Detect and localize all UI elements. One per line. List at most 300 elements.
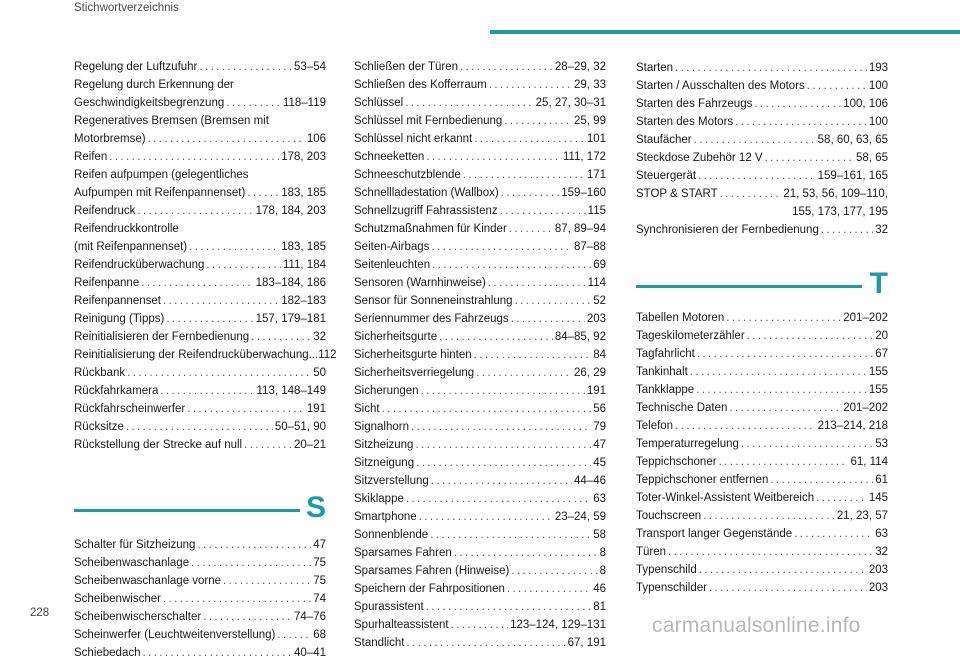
index-entry: [74, 148, 326, 166]
index-term: Steckdose Zubehör 12 V: [636, 152, 763, 164]
index-leader-dots: [694, 131, 816, 149]
index-term: Steuergerät: [636, 170, 697, 182]
index-term: Telefon: [636, 420, 674, 432]
index-term: Starten des Fahrzeugs: [636, 98, 753, 110]
index-term: Tageskilometerzähler: [636, 330, 745, 342]
index-term: Türen: [636, 546, 667, 558]
index-term: Starten / Ausschalten des Motors: [636, 80, 805, 92]
index-term: Sicherungen: [354, 385, 419, 397]
index-page-refs: 50: [313, 367, 326, 379]
index-entry: [74, 220, 326, 256]
index-page-refs: 111, 172: [562, 151, 606, 163]
index-page-refs: 157, 179–181: [255, 313, 326, 325]
index-page-refs: 213–214, 218: [817, 420, 888, 432]
index-entry: [354, 508, 606, 526]
index-entry: [74, 112, 326, 148]
index-term: Reinitialisieren der Fernbedienung: [74, 331, 250, 343]
index-page-refs: 203: [868, 582, 888, 594]
index-term: Regelung durch Erkennung der: [74, 79, 234, 91]
index-entry: [636, 435, 888, 453]
index-leader-dots: [501, 184, 560, 202]
index-leader-dots: [137, 202, 253, 220]
index-term: Rücksitze: [74, 421, 124, 433]
index-entry: [354, 562, 606, 580]
index-entry: [636, 543, 888, 561]
index-page-refs: 201–202: [843, 402, 888, 414]
index-leader-dots: [675, 59, 867, 77]
index-entry: [636, 59, 888, 77]
index-term: Tankklappe: [636, 384, 695, 396]
index-term: Tankinhalt: [636, 366, 688, 378]
index-list-r: [74, 58, 337, 454]
index-term: Rückfahrscheinwerfer: [74, 403, 186, 415]
index-entry: [636, 453, 888, 471]
index-term: Signalhorn: [354, 421, 409, 433]
index-leader-dots: [406, 490, 591, 508]
index-page-refs: 171: [586, 169, 606, 181]
index-leader-dots: [816, 489, 867, 507]
index-page-refs: 32: [875, 224, 888, 236]
index-entry: [636, 471, 888, 489]
index-term: Scheibenwischer: [74, 593, 161, 605]
index-term: STOP & START: [636, 188, 718, 200]
index-term: Aufpumpen mit Reifenpannenset): [74, 187, 246, 199]
index-term: Scheinwerfer (Leuchtweitenverstellung): [74, 629, 276, 641]
index-page-refs: 84–85, 92: [554, 331, 606, 343]
index-page-refs: 100, 106: [843, 98, 888, 110]
index-entry: [354, 472, 606, 490]
index-entry: [354, 292, 606, 310]
index-page-refs: 155: [868, 366, 888, 378]
index-entry: [354, 346, 606, 364]
index-page-refs: 191: [586, 385, 606, 397]
index-term: Sensoren (Warnhinweise): [354, 277, 486, 289]
index-term: Schlüssel: [354, 97, 404, 109]
index-page-refs: 203: [868, 564, 888, 576]
index-column-1: [74, 58, 337, 662]
index-leader-dots: [668, 543, 873, 561]
index-page-refs: 56: [593, 403, 606, 415]
index-entry: [74, 400, 326, 418]
index-term: Regeneratives Bremsen (Bremsen mit: [74, 115, 269, 127]
index-leader-dots: [244, 436, 292, 454]
index-leader-dots: [405, 94, 533, 112]
index-term: Reifendrucküberwachung: [74, 259, 205, 271]
index-page-refs: 32: [875, 546, 888, 558]
index-page-refs: 100: [868, 80, 888, 92]
index-term: Spurhalteassistent: [354, 619, 449, 631]
index-term: Speichern der Fahrpositionen: [354, 583, 505, 595]
index-term: Teppichschoner: [636, 456, 717, 468]
index-entry: [354, 580, 606, 598]
index-entry: [354, 220, 606, 238]
index-leader-dots: [426, 148, 561, 166]
index-entry: [354, 310, 606, 328]
index-term: Smartphone: [354, 511, 417, 523]
index-entry: [354, 130, 606, 148]
index-leader-dots: [416, 454, 591, 472]
index-entry: [636, 399, 888, 417]
index-leader-dots: [382, 400, 592, 418]
header-accent-bar: [490, 30, 960, 34]
index-entry: [74, 76, 326, 112]
index-leader-dots: [148, 130, 305, 148]
index-page-refs: 58, 65: [856, 152, 888, 164]
index-term: Schließen der Türen: [354, 61, 458, 73]
index-entry: [74, 418, 326, 436]
index-leader-dots: [199, 58, 292, 76]
index-leader-dots: [109, 148, 279, 166]
index-leader-dots: [197, 536, 311, 554]
index-leader-dots: [729, 399, 841, 417]
index-leader-dots: [432, 256, 591, 274]
index-page-refs: 8: [599, 565, 606, 577]
index-page-refs: 47: [313, 539, 326, 551]
index-leader-dots: [735, 113, 867, 131]
index-leader-dots: [474, 130, 585, 148]
index-term: Staufächer: [636, 134, 692, 146]
index-page-refs: 21, 23, 57: [836, 510, 888, 522]
index-entry: [636, 507, 888, 525]
index-entry: [636, 309, 888, 327]
index-page-refs: 81: [593, 601, 606, 613]
index-term: Schalter für Sitzheizung: [74, 539, 196, 551]
index-entry: [354, 166, 606, 184]
index-term: Tagfahrlicht: [636, 348, 695, 360]
index-leader-dots: [765, 149, 854, 167]
index-leader-dots: [489, 76, 572, 94]
index-leader-dots: [500, 202, 586, 220]
index-leader-dots: [821, 221, 873, 239]
index-term: Sonnenblende: [354, 529, 429, 541]
index-term: Schneeketten: [354, 151, 425, 163]
index-page-refs: 75: [313, 557, 326, 569]
index-entry: [74, 58, 326, 76]
index-page-refs: 159–161, 165: [817, 170, 888, 182]
index-leader-dots: [754, 95, 841, 113]
index-entry: [354, 526, 606, 544]
index-page-refs: 44–46: [574, 475, 606, 487]
index-leader-dots: [203, 608, 292, 626]
page-header-title: Stichwortverzeichnis: [74, 2, 179, 14]
index-page-refs: 53: [875, 438, 888, 450]
index-term: Temperaturregelung: [636, 438, 739, 450]
index-entry: [74, 536, 326, 554]
index-term: Schnellladestation (Wallbox): [354, 187, 499, 199]
index-term: Sitzheizung: [354, 439, 414, 451]
index-entry: [74, 364, 326, 382]
index-leader-dots: [511, 562, 597, 580]
index-entry: [636, 489, 888, 507]
index-leader-dots: [675, 417, 816, 435]
section-heading-t: [636, 265, 888, 305]
index-entry: [636, 95, 888, 113]
index-entry: [354, 184, 606, 202]
index-entry: [354, 328, 606, 346]
index-page-refs: 193: [868, 62, 888, 74]
index-term: Synchronisieren der Fernbedienung: [636, 224, 819, 236]
index-leader-dots: [160, 382, 254, 400]
index-page-refs: 68: [313, 629, 326, 641]
index-page-refs: 74–76: [294, 611, 326, 623]
index-entry: [74, 202, 326, 220]
index-leader-dots: [451, 616, 508, 634]
index-entry: [354, 148, 606, 166]
index-term: Typenschilder: [636, 582, 707, 594]
index-leader-dots: [187, 400, 305, 418]
index-leader-dots: [189, 238, 279, 256]
index-page-refs: 25, 99: [574, 115, 606, 127]
index-page-refs: 50–51, 90: [274, 421, 326, 433]
index-entry: [74, 328, 326, 346]
index-term: Regelung der Luftzufuhr: [74, 61, 198, 73]
index-entry: [74, 166, 326, 202]
index-page-refs: 58, 60, 63, 65: [817, 134, 888, 146]
index-page-refs: 23–24, 59: [554, 511, 606, 523]
index-term: Schutzmaßnahmen für Kinder: [354, 223, 507, 235]
index-entry: [354, 202, 606, 220]
index-term: Schließen des Kofferraum: [354, 79, 487, 91]
index-term: Sensor für Sonneneinstrahlung: [354, 295, 513, 307]
index-term: Sicht: [354, 403, 380, 415]
index-leader-dots: [515, 292, 592, 310]
index-leader-dots: [191, 554, 311, 572]
index-term: Schiebedach: [74, 647, 141, 659]
index-entry: [74, 310, 326, 328]
index-term: Scheibenwaschanlage: [74, 557, 190, 569]
index-entry: [636, 525, 888, 543]
index-leader-dots: [698, 167, 816, 185]
index-entry: [354, 598, 606, 616]
index-leader-dots: [794, 525, 873, 543]
index-leader-dots: [507, 580, 591, 598]
index-entry: [74, 590, 326, 608]
index-entry: [354, 112, 606, 130]
index-entry: [74, 346, 337, 364]
index-leader-dots: [720, 185, 782, 203]
index-leader-dots: [206, 256, 281, 274]
index-column-3: [636, 59, 888, 597]
index-column-2: [354, 58, 606, 652]
index-entry: [636, 113, 888, 131]
index-leader-dots: [476, 364, 572, 382]
index-term: Schnellzugriff Fahrassistenz: [354, 205, 498, 217]
index-page-refs: 52: [593, 295, 606, 307]
index-entry: [74, 274, 326, 292]
index-entry: [636, 363, 888, 381]
index-leader-dots: [223, 572, 311, 590]
index-page-refs: 28–29, 32: [554, 61, 606, 73]
index-leader-dots: [504, 112, 572, 130]
index-page-refs: 61: [875, 474, 888, 486]
index-page-refs: 79: [593, 421, 606, 433]
index-term: Reinitialisierung der Reifendrucküberwachung: [74, 349, 309, 361]
index-leader-dots: [719, 453, 849, 471]
index-leader-dots: [163, 292, 279, 310]
index-page-refs: 46: [593, 583, 606, 595]
index-leader-dots: [690, 363, 867, 381]
index-leader-dots: [419, 508, 553, 526]
index-entry: [354, 418, 606, 436]
index-leader-dots: [126, 418, 273, 436]
index-term: Starten des Motors: [636, 116, 734, 128]
index-term: Rückfahrkamera: [74, 385, 159, 397]
watermark: carmanualsonline.info: [652, 614, 861, 637]
index-page-refs-continued: 155, 173, 177, 195: [792, 206, 888, 218]
index-page-refs: 201–202: [843, 312, 888, 324]
index-leader-dots: [509, 220, 553, 238]
index-page-refs: 145: [868, 492, 888, 504]
index-term: Seiten-Airbags: [354, 241, 430, 253]
index-term: Sparsames Fahren (Hinweise): [354, 565, 510, 577]
index-leader-dots: [407, 634, 566, 652]
index-leader-dots: [709, 579, 867, 597]
index-term: Reifendruck: [74, 205, 136, 217]
index-page-refs: 113, 148–149: [256, 385, 326, 397]
index-term: Reinigung (Tipps): [74, 313, 165, 325]
index-list-t: [636, 309, 888, 597]
index-leader-dots: [474, 346, 592, 364]
index-entry: [636, 579, 888, 597]
index-page-refs: 53–54: [294, 61, 326, 73]
index-leader-dots: [415, 436, 591, 454]
index-entry: [354, 616, 606, 634]
index-term: Starten: [636, 62, 674, 74]
index-entry: [636, 185, 888, 221]
index-term: Tabellen Motoren: [636, 312, 725, 324]
index-page-refs: 115: [587, 205, 606, 217]
index-leader-dots: [770, 471, 873, 489]
index-leader-dots: [277, 626, 311, 644]
index-page-refs: 74: [313, 593, 326, 605]
index-term: Toter-Winkel-Assistent Weitbereich: [636, 492, 815, 504]
index-entry: [354, 94, 606, 112]
index-term: Reifen: [74, 151, 108, 163]
index-term: Sitzneigung: [354, 457, 415, 469]
index-leader-dots: [747, 327, 874, 345]
index-page-refs: 178, 184, 203: [255, 205, 326, 217]
index-page-refs: 67: [875, 348, 888, 360]
index-leader-dots: [726, 309, 841, 327]
index-entry: [354, 76, 606, 94]
index-page-refs: 183–184, 186: [255, 277, 326, 289]
index-entry: [74, 256, 326, 274]
index-page-refs: 40–41: [294, 647, 326, 659]
index-page-refs: 21, 53, 56, 109–110,: [783, 188, 888, 200]
index-page-refs: 159–160: [561, 187, 606, 199]
index-page-refs: 101: [586, 133, 606, 145]
index-page-refs: 87, 89–94: [554, 223, 606, 235]
index-leader-dots: [141, 274, 253, 292]
index-entry: [636, 345, 888, 363]
index-leader-dots: [511, 310, 585, 328]
index-term: Transport langer Gegenstände: [636, 528, 793, 540]
index-leader-dots: [807, 77, 867, 95]
index-entry: [636, 77, 888, 95]
index-entry: [354, 238, 606, 256]
index-page-refs: 155: [868, 384, 888, 396]
index-entry: [354, 58, 606, 76]
index-leader-dots: [454, 544, 598, 562]
index-term: Reifenpanne: [74, 277, 140, 289]
section-heading-s: [74, 489, 326, 529]
index-leader-dots: [163, 590, 311, 608]
index-term: Schneeschutzblende: [354, 169, 461, 181]
index-entry: [74, 554, 326, 572]
index-entry: [354, 364, 606, 382]
index-term: Typenschild: [636, 564, 697, 576]
index-term: Seitenleuchten: [354, 259, 431, 271]
index-term: Teppichschoner entfernen: [636, 474, 769, 486]
index-leader-dots: [421, 382, 585, 400]
index-page-refs: 25, 27, 30–31: [535, 97, 606, 109]
index-term: Sicherheitsverriegelung: [354, 367, 475, 379]
index-entry: [354, 436, 606, 454]
index-entry: [636, 149, 888, 167]
index-leader-dots: [463, 166, 585, 184]
index-entry: [636, 167, 888, 185]
index-entry: [636, 417, 888, 435]
index-term: Geschwindigkeitsbegrenzung: [74, 97, 225, 109]
index-list-s-end: [636, 59, 888, 239]
index-term: (mit Reifenpannenset): [74, 241, 188, 253]
index-page-refs: 114: [587, 277, 606, 289]
index-leader-dots: [439, 328, 553, 346]
index-term: Touchscreen: [636, 510, 702, 522]
index-page-refs: 20–21: [294, 439, 326, 451]
index-leader-dots: [488, 274, 586, 292]
index-page-refs: 183, 185: [281, 241, 326, 253]
index-leader-dots: [431, 472, 572, 490]
index-entry: [354, 490, 606, 508]
index-leader-dots: [703, 507, 835, 525]
index-page-refs: 58: [593, 529, 606, 541]
index-leader-dots: [411, 418, 591, 436]
index-page-refs: 106: [306, 133, 326, 145]
index-leader-dots: [226, 94, 281, 112]
index-term: Rückbank: [74, 367, 126, 379]
section-divider-line: [636, 285, 862, 288]
index-page-refs: 63: [875, 528, 888, 540]
index-page-refs: 191: [306, 403, 326, 415]
index-entry: [74, 644, 326, 662]
index-page-refs: 87–88: [574, 241, 606, 253]
index-term: Reifen aufpumpen (gelegentliches: [74, 169, 249, 181]
index-entry: [74, 292, 326, 310]
index-term: Skiklappe: [354, 493, 404, 505]
index-entry: [354, 382, 606, 400]
index-page-refs: 67, 191: [567, 637, 606, 649]
index-entry: [354, 400, 606, 418]
index-leader-dots: [430, 526, 591, 544]
index-entry: [354, 634, 606, 652]
index-term: Reifenpannenset: [74, 295, 161, 307]
index-entry: [636, 381, 888, 399]
index-page-refs: 100: [868, 116, 888, 128]
index-entry: [354, 454, 606, 472]
index-list-s-start: [74, 536, 326, 662]
index-page-refs: 29, 33: [574, 79, 606, 91]
index-term: Schlüssel mit Fernbedienung: [354, 115, 503, 127]
index-leader-dots: [127, 364, 311, 382]
index-entry: [354, 544, 606, 562]
index-page-refs: 203: [586, 313, 606, 325]
index-page-refs: 111, 184: [282, 259, 326, 271]
index-entry: [74, 626, 326, 644]
index-term: Spurassistent: [354, 601, 424, 613]
index-page-refs: 32: [313, 331, 326, 343]
index-leader-dots: [426, 598, 592, 616]
